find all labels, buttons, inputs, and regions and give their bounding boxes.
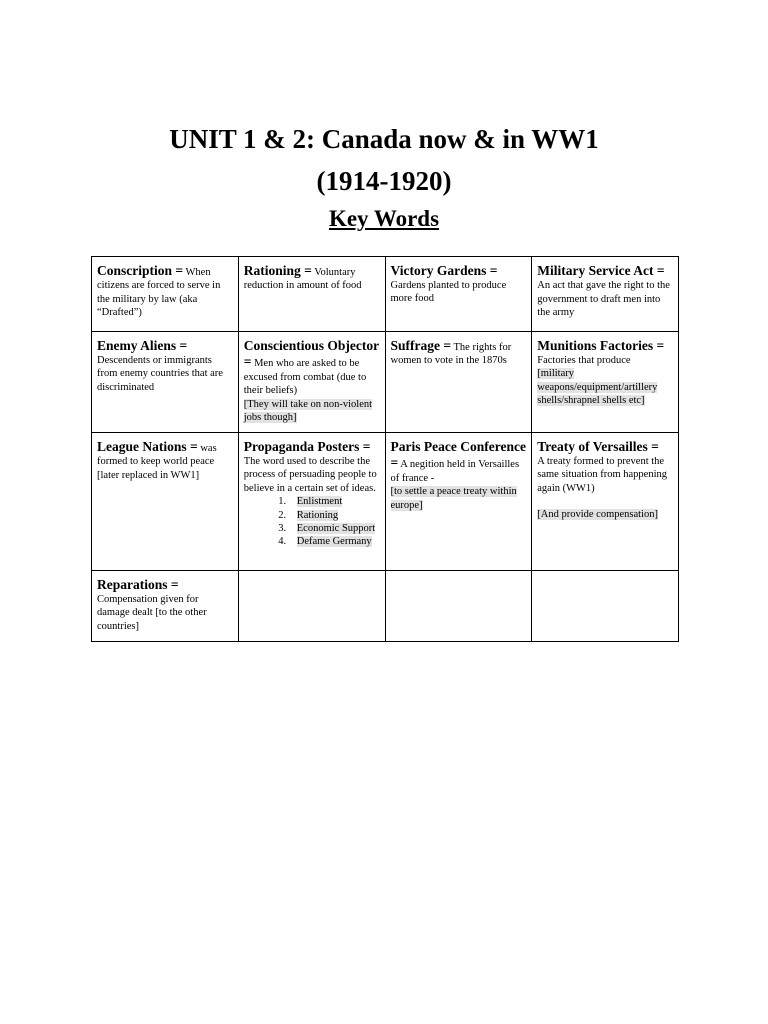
cell-conscientious-objector	[238, 332, 385, 433]
note-munitions-factories: [military weapons/equipment/artillery shells/shrapnel shells etc]	[537, 368, 658, 407]
term-treaty-of-versailles: Treaty of Versailles =	[537, 439, 659, 454]
def-reparations: Compensation given for damage dealt [to the other countries]	[97, 594, 207, 632]
term-rationing: Rationing =	[243, 263, 312, 278]
cell-propaganda-posters	[238, 433, 385, 571]
def-league-nations: was formed to keep world peace [later replaced in WW1]	[97, 443, 217, 481]
table-row	[92, 571, 679, 642]
key-words-table	[91, 256, 679, 642]
def-victory-gardens: Gardens planted to produce more food	[390, 280, 507, 305]
section-heading: Key Words	[328, 206, 440, 231]
def-suffrage: The rights for women to vote in the 1870s	[390, 342, 512, 367]
term-suffrage: Suffrage =	[390, 338, 452, 353]
cell-suffrage	[385, 332, 532, 433]
term-munitions-factories: Munitions Factories =	[537, 338, 665, 353]
propaganda-list	[244, 495, 380, 549]
title-line-2: (1914-1920)	[316, 166, 452, 196]
term-military-service-act: Military Service Act =	[537, 263, 665, 278]
def-paris-peace-conference: A negition held in Versailles of france -	[390, 459, 520, 484]
def-military-service-act: An act that gave the right to the government to draft men into the army	[537, 280, 670, 319]
page-title	[0, 118, 768, 202]
cell-military-service-act	[532, 257, 679, 332]
def-munitions-factories: Factories that produce	[537, 355, 631, 366]
term-enemy-aliens: Enemy Aliens =	[97, 338, 188, 353]
empty-cell	[385, 571, 532, 642]
list-item: 4. Defame Germany	[289, 535, 380, 548]
cell-treaty-of-versailles	[532, 433, 679, 571]
cell-victory-gardens	[385, 257, 532, 332]
cell-reparations	[92, 571, 239, 642]
def-rationing: Voluntary reduction in amount of food	[243, 267, 362, 292]
list-item: 1. Enlistment	[289, 495, 380, 508]
cell-rationing	[238, 257, 385, 332]
def-conscription: When citizens are forced to serve in the military by law (aka “Drafted”)	[97, 267, 221, 319]
cell-paris-peace-conference	[385, 433, 532, 571]
def-enemy-aliens: Descendents or immigrants from enemy countries that are discriminated	[97, 355, 223, 393]
cell-league-nations	[92, 433, 239, 571]
list-item: 3. Economic Support	[289, 522, 380, 535]
note-paris-peace-conference: [to settle a peace treaty within europe]	[390, 486, 517, 511]
table-row	[92, 257, 679, 332]
term-league-nations: League Nations =	[97, 439, 198, 454]
term-victory-gardens: Victory Gardens =	[390, 263, 498, 278]
list-item: 2. Rationing	[289, 509, 380, 522]
table-row	[92, 332, 679, 433]
note-conscientious-objector: [They will take on non-violent jobs though]	[243, 398, 373, 424]
empty-cell	[238, 571, 385, 642]
note-treaty-of-versailles: [And provide compensation]	[537, 509, 658, 521]
term-reparations: Reparations =	[97, 577, 179, 592]
term-conscientious-objector: Conscientious Objector =	[243, 338, 379, 370]
def-propaganda-posters: The word used to describe the process of persuading people to believe in a certain set of ideas.	[243, 456, 377, 494]
title-line-1: UNIT 1 & 2: Canada now & in WW1	[169, 124, 599, 154]
cell-enemy-aliens	[92, 332, 239, 433]
table-row	[92, 433, 679, 571]
def-conscientious-objector: Men who are asked to be excused from combat (due to their beliefs)	[243, 358, 367, 397]
term-propaganda-posters: Propaganda Posters =	[243, 439, 371, 454]
cell-conscription	[92, 257, 239, 332]
term-conscription: Conscription =	[97, 263, 184, 278]
def-treaty-of-versailles: A treaty formed to prevent the same situation from happening again (WW1)	[537, 456, 668, 494]
term-paris-peace-conference: Paris Peace Conference =	[390, 439, 526, 471]
cell-munitions-factories	[532, 332, 679, 433]
empty-cell	[532, 571, 679, 642]
